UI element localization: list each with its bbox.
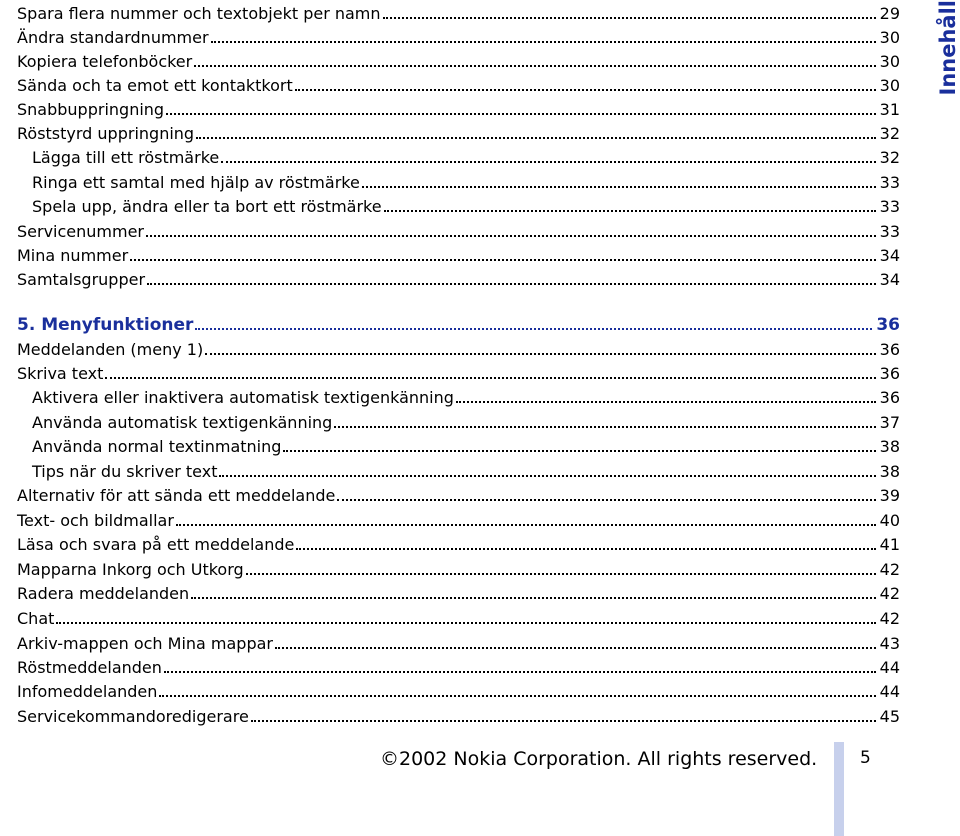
toc-entry	[17, 605, 900, 629]
toc-entry-title: Sända och ta emot ett kontaktkort	[17, 76, 293, 95]
dot-leader	[196, 137, 876, 139]
toc-entry-title: Använda normal textinmatning	[32, 437, 282, 456]
toc-entry-title: Servicenummer	[17, 222, 145, 241]
toc-entry	[32, 169, 900, 193]
toc-entry	[17, 266, 900, 290]
toc-entry-title: Lägga till ett röstmärke	[32, 148, 220, 167]
toc-entry-title: Röstmeddelanden	[17, 658, 162, 677]
dot-leader	[194, 65, 875, 67]
dot-leader	[146, 235, 876, 237]
toc-entry-title: Meddelanden (meny 1)	[17, 340, 204, 359]
dot-leader	[296, 548, 875, 550]
toc-entry-title: Ändra standardnummer	[17, 28, 209, 47]
section-side-tab	[936, 0, 960, 105]
toc-entry	[17, 218, 900, 242]
dot-leader	[130, 259, 875, 261]
toc-entry-page: 42	[879, 584, 900, 603]
toc-entry	[32, 458, 900, 482]
footer-accent-bar	[834, 742, 844, 836]
dot-leader	[56, 622, 875, 624]
toc-entry-title: Kopiera telefonböcker	[17, 52, 193, 71]
toc-entry	[32, 193, 900, 217]
toc-entry	[32, 384, 900, 408]
side-tab-label: Innehåll	[936, 0, 960, 96]
dot-leader	[166, 113, 876, 115]
toc-entry-title: Läsa och svara på ett meddelande	[17, 535, 295, 554]
toc-entry	[17, 0, 900, 24]
dot-leader	[362, 186, 876, 188]
copyright-notice: ©2002 Nokia Corporation. All rights reserved.	[380, 748, 818, 770]
dot-leader	[205, 353, 875, 355]
toc-entry-page: 38	[879, 437, 900, 456]
toc-entry	[17, 72, 900, 96]
toc-entry-title: 5. Menyfunktioner	[17, 315, 194, 335]
toc-entry-title: Röststyrd uppringning	[17, 124, 195, 143]
toc-entry	[17, 120, 900, 144]
toc-entry-title: Chat	[17, 609, 55, 628]
toc-entry-title: Ringa ett samtal med hjälp av röstmärke	[32, 173, 360, 192]
toc-entry-page: 33	[879, 173, 900, 192]
toc-entry	[17, 507, 900, 531]
toc-entry	[17, 48, 900, 72]
toc-entry-page: 38	[879, 462, 900, 481]
dot-leader	[251, 720, 876, 722]
toc-entry-title: Spara flera nummer och textobjekt per namn	[17, 4, 381, 23]
toc-entry-page: 42	[879, 609, 900, 628]
toc-entry	[32, 409, 900, 433]
dot-leader	[176, 524, 876, 526]
toc-entry-title: Servicekommandoredigerare	[17, 707, 249, 726]
toc-entry-title: Infomeddelanden	[17, 682, 158, 701]
dot-leader	[384, 210, 876, 212]
toc-entry	[17, 556, 900, 580]
dot-leader	[283, 450, 875, 452]
toc-entry-page: 43	[879, 634, 900, 653]
toc-entry-page: 33	[879, 197, 900, 216]
toc-entry-page: 39	[879, 486, 900, 505]
dot-leader	[164, 671, 876, 673]
toc-entry	[17, 630, 900, 654]
dot-leader	[295, 89, 876, 91]
toc-entry	[17, 96, 900, 120]
toc-entry	[32, 433, 900, 457]
dot-leader	[334, 426, 875, 428]
dot-leader	[383, 17, 876, 19]
toc-entry-title: Mina nummer	[17, 246, 129, 265]
dot-leader	[275, 647, 876, 649]
toc-entry-title: Snabbuppringning	[17, 100, 165, 119]
page-number: 5	[860, 748, 871, 768]
toc-entry	[17, 360, 900, 384]
toc-entry-title: Text- och bildmallar	[17, 511, 174, 530]
toc-entry-page: 34	[879, 246, 900, 265]
toc-entry-page: 40	[879, 511, 900, 530]
toc-entry-page: 34	[879, 270, 900, 289]
toc-entry-page: 44	[879, 682, 900, 701]
toc-entry-page: 30	[879, 28, 900, 47]
toc-entry-page: 30	[879, 52, 900, 71]
dot-leader	[337, 499, 875, 501]
toc-entry-page: 37	[879, 413, 900, 432]
dot-leader	[191, 597, 875, 599]
toc-entry-title: Alternativ för att sända ett meddelande	[17, 486, 336, 505]
dot-leader	[195, 328, 872, 330]
toc-entry-title: Spela upp, ändra eller ta bort ett röstmärke	[32, 197, 382, 216]
toc-entry-page: 36	[879, 364, 900, 383]
toc-entry-page: 41	[879, 535, 900, 554]
toc-chapter-heading	[17, 311, 900, 335]
toc-entry-title: Skriva text	[17, 364, 104, 383]
toc-entry-page: 42	[879, 560, 900, 579]
toc-entry	[17, 580, 900, 604]
toc-entry	[17, 654, 900, 678]
toc-entry-title: Samtalsgrupper	[17, 270, 146, 289]
toc-entry-page: 31	[879, 100, 900, 119]
toc-entry-page: 30	[879, 76, 900, 95]
toc-entry-page: 32	[879, 148, 900, 167]
toc-entry-title: Aktivera eller inaktivera automatisk textigenkänning	[32, 388, 454, 407]
dot-leader	[221, 161, 875, 163]
toc-entry	[17, 336, 900, 360]
toc-entry-title: Mapparna Inkorg och Utkorg	[17, 560, 244, 579]
toc-entry	[17, 678, 900, 702]
dot-leader	[219, 475, 875, 477]
toc-entry-title: Tips när du skriver text	[32, 462, 218, 481]
toc-entry-page: 44	[879, 658, 900, 677]
dot-leader	[211, 41, 876, 43]
toc-entry	[32, 144, 900, 168]
toc-entry-title: Radera meddelanden	[17, 584, 190, 603]
toc-entry-page: 33	[879, 222, 900, 241]
toc-entry-page: 36	[879, 340, 900, 359]
toc-entry-page: 36	[879, 388, 900, 407]
dot-leader	[147, 283, 876, 285]
toc-entry	[17, 531, 900, 555]
dot-leader	[456, 401, 876, 403]
toc-entry	[17, 242, 900, 266]
dot-leader	[246, 573, 876, 575]
toc-entry	[17, 24, 900, 48]
dot-leader	[159, 695, 875, 697]
toc-entry-page: 45	[879, 707, 900, 726]
toc-entry-title: Arkiv-mappen och Mina mappar	[17, 634, 273, 653]
toc-entry-title: Använda automatisk textigenkänning	[32, 413, 333, 432]
toc-entry	[17, 703, 900, 727]
dot-leader	[105, 377, 875, 379]
toc-entry	[17, 482, 900, 506]
toc-entry-page: 32	[879, 124, 900, 143]
toc-entry-page: 29	[879, 4, 900, 23]
toc-entry-page: 36	[876, 315, 900, 335]
